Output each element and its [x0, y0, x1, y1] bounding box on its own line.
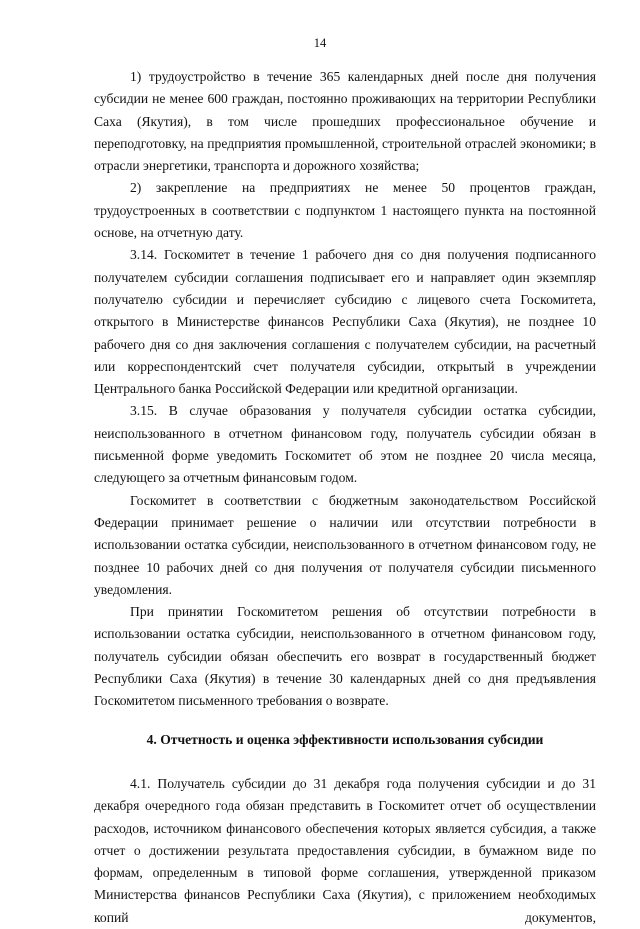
section-4-heading: 4. Отчетность и оценка эффективности использования субсидии: [146, 731, 544, 747]
document-body: [94, 66, 596, 929]
paragraph-3-15: 3.15. В случае образования у получателя субсидии остатка субсидии, неиспользованного в отчетном финансовом году, получатель субсидии обязан в письменной форме уведомить Госкомитет об этом не позднее 20 числа месяца, следующего за отчетным финансовым годом.: [94, 403, 596, 486]
paragraph-subsidy-return: При принятии Госкомитетом решения об отсутствии потребности в использовании остатка субсидии, неиспользованного в отчетном финансовом году, получатель субсидии обязан обеспечить его возврат в государственный бюджет Республики Саха (Якутия) в течение 30 календарных дней со дня предъявления Госкомитетом письменного требования о возврате.: [94, 604, 596, 709]
paragraph-goskomitet-decision: Госкомитет в соответствии с бюджетным законодательством Российской Федерации принимает решение о наличии или отсутствии потребности в использовании остатка субсидии, неиспользованного в отчетном финансовом году, не позднее 10 рабочих дней со дня получения от получателя субсидии письменного уведомления.: [94, 492, 596, 597]
paragraph-employment-item-2: 2) закрепление на предприятиях не менее 50 процентов граждан, трудоустроенных в соответствии с подпунктом 1 настоящего пункта на постоянной основе, на отчетную дату.: [94, 180, 596, 241]
paragraph-3-14: 3.14. Госкомитет в течение 1 рабочего дня со дня получения подписанного получателем субсидии соглашения подписывает его и направляет один экземпляр получателю субсидии и перечисляет субсидию с лицевого счета Госкомитета, открытого в Министерстве финансов Республики Саха (Якутия), не позднее 10 рабочего дня со дня заключения соглашения с получателем субсидии, на расчетный или корреспондентский счет получателя субсидии, открытый в учреждении Центрального банка Российской Федерации или кредитной организации.: [94, 247, 596, 397]
paragraph-4-1: 4.1. Получатель субсидии до 31 декабря года получения субсидии и до 31 декабря очередного года обязан представить в Госкомитет отчет об осуществлении расходов, источником финансового обеспечения которых является субсидия, а также отчет о достижении результата предоставления субсидии, в бумажном виде по формам, определенным в типовой форме соглашения, утвержденной приказом Министерства финансов Республики Саха (Якутия), с приложением необходимых копий документов,: [94, 775, 596, 925]
page-number: 14: [313, 36, 327, 50]
paragraph-employment-item-1: 1) трудоустройство в течение 365 календарных дней после дня получения субсидии не менее 600 граждан, постоянно проживающих на территории Республики Саха (Якутия), в том числе прошедших профессиональное обучение и переподготовку, на предприятия промышленной, строительной отраслей экономики; в отрасли энергетики, транспорта и дорожного хозяйства;: [94, 69, 596, 174]
